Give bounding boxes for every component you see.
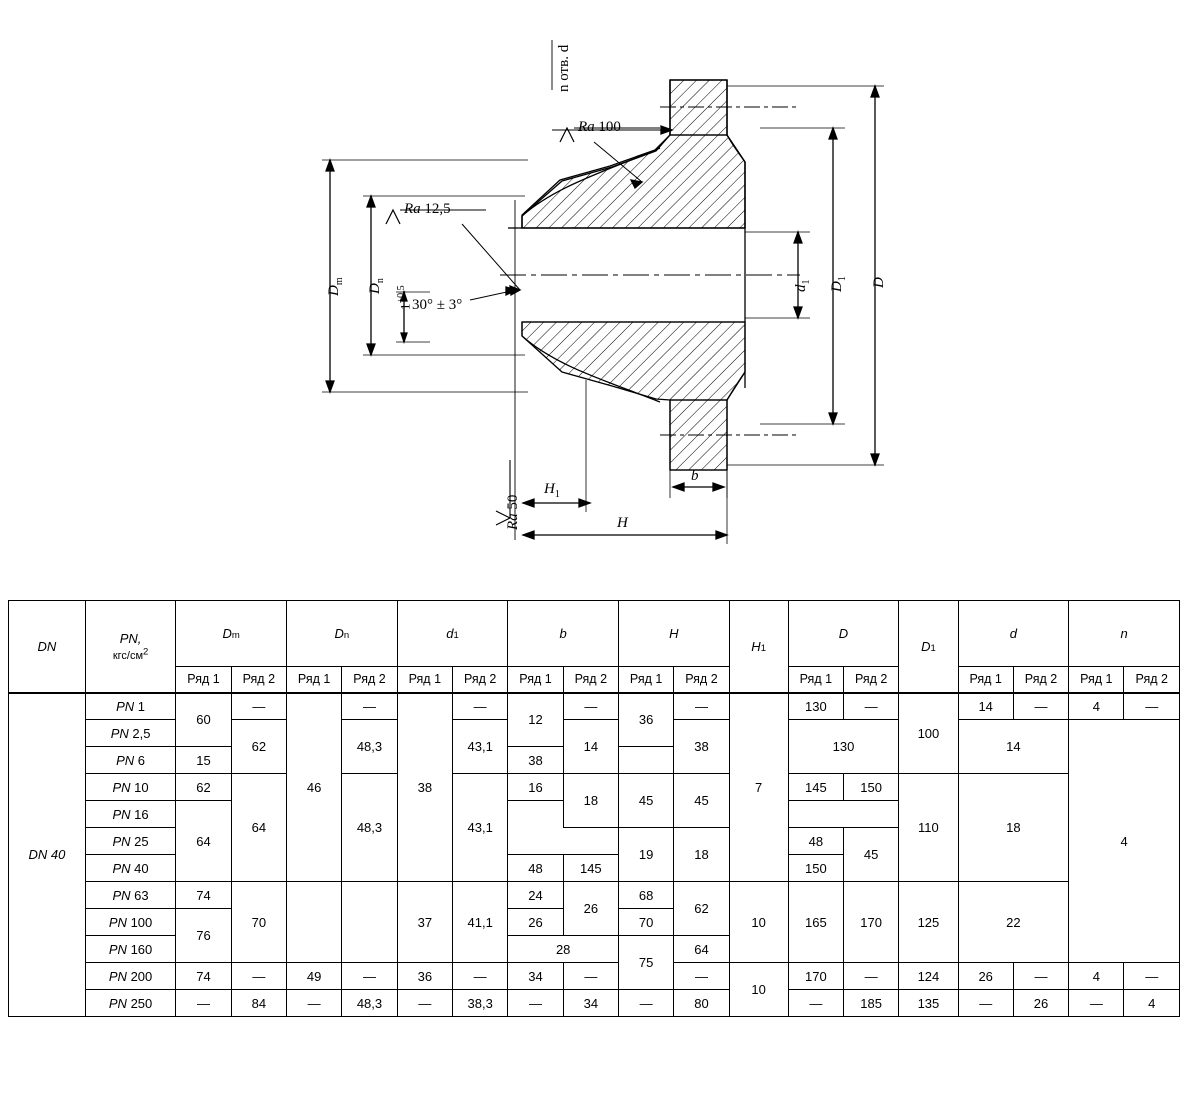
cell-D2: 185: [844, 990, 899, 1017]
cell-PN: PN 200: [85, 963, 176, 990]
col-header-b: b: [508, 601, 619, 667]
cell-n1: —: [1069, 990, 1124, 1017]
spec-table-wrap: [8, 600, 1180, 1017]
cell-D2: —: [844, 693, 899, 720]
cell-D2: 150: [788, 855, 843, 882]
cell-PN: PN 250: [85, 990, 176, 1017]
cell-H2: 64: [674, 936, 729, 963]
cell-PN: PN 10: [85, 774, 176, 801]
cell-PN: PN 2,5: [85, 720, 176, 747]
cell-D2: —: [844, 963, 899, 990]
col-header-d1: d1: [397, 601, 508, 667]
cell-Dm1: 74: [176, 882, 231, 909]
cell-PN: PN 160: [85, 936, 176, 963]
cell-H1: 36: [618, 693, 673, 747]
cell-H1: 38: [508, 747, 563, 774]
label-d1: $d_1$: [793, 279, 812, 292]
label-H1: $H_1$: [544, 481, 560, 500]
col-header-H: H: [618, 601, 729, 667]
cell-b2: 18: [674, 828, 729, 882]
cell-D1: 145: [563, 855, 618, 882]
col-header-PN: PN, кгс/см2: [85, 601, 176, 693]
subcol-b-1: Ряд 1: [508, 667, 563, 693]
sub-header-row: [9, 667, 1180, 693]
cell-Dn2: [342, 882, 397, 963]
cell-Dm2: —: [231, 693, 286, 720]
cell-n1: 4: [1069, 693, 1124, 720]
cell-d1-1: —: [397, 990, 452, 1017]
subcol-d1-1: Ряд 1: [397, 667, 452, 693]
cell-b2: 14: [563, 720, 618, 774]
cell-b1: 16: [508, 774, 563, 801]
cell-H1: 70: [618, 909, 673, 936]
cell-D1: —: [788, 990, 843, 1017]
table-row: [9, 990, 1180, 1017]
cell-DN: DN 40: [9, 693, 86, 1017]
cell-D1col: 110: [899, 774, 958, 882]
cell-H2: 45: [674, 774, 729, 828]
subcol-H-1: Ряд 1: [618, 667, 673, 693]
label-1-plus-0-5: $1^{+0,5}$: [396, 285, 413, 310]
cell-Dm1: 76: [176, 909, 231, 963]
cell-d-merged: 22: [958, 882, 1069, 963]
cell-n2: —: [1124, 963, 1180, 990]
label-Dn: $D_n$: [367, 278, 386, 294]
cell-d-merged: 14: [958, 720, 1069, 774]
cell-Dn2: 48,3: [342, 720, 397, 774]
cell-H1: 45: [618, 774, 673, 828]
cell-b1: 15: [176, 747, 231, 774]
cell-H2: —: [674, 963, 729, 990]
subcol-d1-2: Ряд 2: [452, 667, 507, 693]
cell-D-merged: 130: [788, 720, 899, 774]
cell-PN: PN 16: [85, 801, 176, 828]
cell-n2: 4: [1124, 990, 1180, 1017]
label-D1: $D_1$: [829, 276, 848, 292]
cell-Dn1: 46: [286, 693, 341, 882]
cell-Dm1: 62: [176, 774, 231, 801]
cell-b2: 18: [563, 774, 618, 828]
cell-H2: 62: [674, 882, 729, 936]
label-n-holes: n отв. d: [556, 44, 572, 92]
cell-D2: 150: [844, 774, 899, 801]
cell-PN: PN 6: [85, 747, 176, 774]
cell-PN: PN 40: [85, 855, 176, 882]
subcol-H-2: Ряд 2: [674, 667, 729, 693]
cell-D1col: 125: [899, 882, 958, 963]
subcol-Dm-2: Ряд 2: [231, 667, 286, 693]
cell-d1c: 26: [958, 963, 1013, 990]
table-row: [9, 963, 1180, 990]
cell-d2c: —: [1013, 693, 1068, 720]
cell-b1: 26: [508, 909, 563, 936]
cell-d2c: —: [1013, 963, 1068, 990]
cell-b1: 12: [508, 693, 563, 747]
subcol-Dm-1: Ряд 1: [176, 667, 231, 693]
cell-b2: 34: [563, 990, 618, 1017]
cell-Dm2: —: [231, 963, 286, 990]
cell-H1: 75: [618, 936, 673, 990]
subcol-n-1: Ряд 1: [1069, 667, 1124, 693]
table-body: [9, 693, 1180, 1017]
cell-Dn1: —: [286, 990, 341, 1017]
label-angle: 30° ± 3°: [412, 297, 463, 313]
cell-H2: 38: [674, 720, 729, 774]
cell-d1-2: 38,3: [452, 990, 507, 1017]
label-D: D: [871, 277, 887, 288]
subcol-D-1: Ряд 1: [788, 667, 843, 693]
table-row: [9, 882, 1180, 909]
cell-PN: PN 25: [85, 828, 176, 855]
cell-H2: 45: [844, 828, 899, 882]
col-header-n: n: [1069, 601, 1180, 667]
cell-n-merged: 4: [1069, 720, 1180, 963]
col-header-d: d: [958, 601, 1069, 667]
subcol-d-2: Ряд 2: [1013, 667, 1068, 693]
cell-n1: 4: [1069, 963, 1124, 990]
subcol-Dn-1: Ряд 1: [286, 667, 341, 693]
cell-Dn1: 49: [286, 963, 341, 990]
cell-PN: PN 100: [85, 909, 176, 936]
cell-b1: —: [508, 990, 563, 1017]
cell-n2: —: [1124, 693, 1180, 720]
flange-dimension-table: [8, 600, 1180, 1017]
label-Dm: $D_m$: [326, 277, 345, 296]
cell-b2: —: [563, 963, 618, 990]
col-header-D1: D1: [899, 601, 958, 693]
subcol-d-1: Ряд 1: [958, 667, 1013, 693]
col-header-DN: DN: [9, 601, 86, 693]
cell-Dn2: 48,3: [342, 774, 397, 882]
cell-H1v: 10: [729, 882, 788, 963]
cell-PN: PN 1: [85, 693, 176, 720]
cell-d2c: 26: [1013, 990, 1068, 1017]
cell-D-blank: [508, 801, 619, 855]
col-header-H1: H1: [729, 601, 788, 693]
label-ra-100: Ra 100: [578, 119, 621, 135]
cell-Dn2: —: [342, 693, 397, 720]
cell-b1: 34: [508, 963, 563, 990]
cell-H1v: 7: [729, 693, 788, 882]
cell-Dm2: 64: [231, 774, 286, 882]
label-ra-50: Ra 50: [505, 494, 521, 530]
label-H: H: [617, 515, 628, 531]
cell-PN: PN 63: [85, 882, 176, 909]
cell-Dm2: 84: [231, 990, 286, 1017]
cell-d1-2: 43,1: [452, 720, 507, 774]
table-row: [9, 774, 1180, 801]
subcol-n-2: Ряд 2: [1124, 667, 1180, 693]
cell-b1: 24: [508, 882, 563, 909]
col-header-D: D: [788, 601, 899, 667]
cell-d1-2: 41,1: [452, 882, 507, 963]
cell-Dn1: [286, 882, 341, 963]
subcol-D-2: Ряд 2: [844, 667, 899, 693]
subcol-Dn-2: Ряд 2: [342, 667, 397, 693]
cell-H2: —: [674, 693, 729, 720]
cell-H1: 68: [618, 882, 673, 909]
col-header-PN-units: кгс/см2: [112, 645, 149, 662]
cell-D1col: 100: [899, 693, 958, 774]
cell-D1: 165: [788, 882, 843, 963]
col-header-Dm: Dm: [176, 601, 287, 667]
cell-Dm1: 74: [176, 963, 231, 990]
cell-b1: 19: [618, 828, 673, 882]
cell-Dm2: 62: [231, 720, 286, 774]
cell-H1: 48: [508, 855, 563, 882]
cell-D1: 145: [788, 774, 843, 801]
cell-H1: —: [618, 990, 673, 1017]
table-row: [9, 693, 1180, 720]
cell-Dm1: 60: [176, 693, 231, 747]
cell-H1v: 10: [729, 963, 788, 1017]
cell-Dn2: 48,3: [342, 990, 397, 1017]
cell-d1c: 14: [958, 693, 1013, 720]
cell-D1: 130: [788, 693, 843, 720]
label-ra-12-5: Ra 12,5: [404, 201, 451, 217]
cell-b2: 26: [563, 882, 618, 936]
cell-D1col: 124: [899, 963, 958, 990]
cell-D1: 170: [788, 963, 843, 990]
cell-H1: 48: [788, 828, 843, 855]
cell-H2: 80: [674, 990, 729, 1017]
cell-Dm2: 70: [231, 882, 286, 963]
cell-d1-2: —: [452, 693, 507, 720]
cell-d1-1: 36: [397, 963, 452, 990]
subcol-b-2: Ряд 2: [563, 667, 618, 693]
cell-Dm1: —: [176, 990, 231, 1017]
cell-b2: —: [563, 693, 618, 720]
col-header-Dn: Dn: [286, 601, 397, 667]
cell-b-merged: 28: [508, 936, 619, 963]
cell-d-merged: 18: [958, 774, 1069, 882]
cell-d1-1: 37: [397, 882, 452, 963]
label-b: b: [691, 468, 699, 484]
cell-d1c: —: [958, 990, 1013, 1017]
cell-Dm1: 64: [176, 801, 231, 882]
cell-D2: 170: [844, 882, 899, 963]
cell-d1-1: 38: [397, 693, 452, 882]
cell-d1-2: —: [452, 963, 507, 990]
cell-Dn2: —: [342, 963, 397, 990]
cell-d1-2: 43,1: [452, 774, 507, 882]
cell-D1col: 135: [899, 990, 958, 1017]
